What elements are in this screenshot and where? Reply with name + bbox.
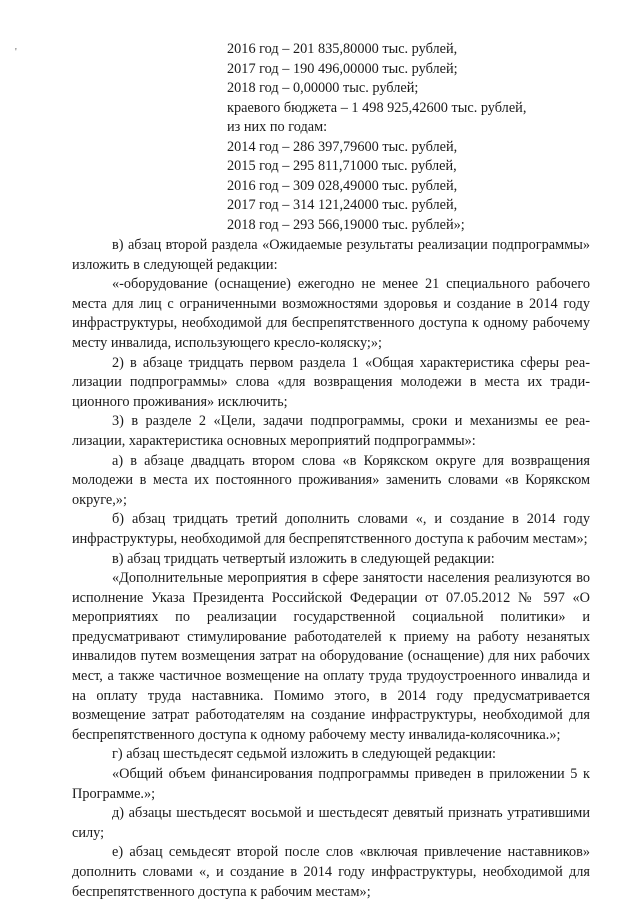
amount-line-2018: 2018 год – 0,00000 тыс. рублей; [227, 80, 419, 96]
amount-line-2016: 2016 год – 201 835,80000 тыс. рублей, [227, 41, 458, 57]
regional-line-2016: 2016 год – 309 028,49000 тыс. рублей, [227, 177, 458, 194]
paragraph-item-3b: б) абзац тридцать третий дополнить словами «, и создание в 2014 году инфраструктуры, необходимой для беспрепятственного доступа к рабочим местам»; [72, 511, 590, 547]
regional-line-2014: 2014 год – 286 397,79600 тыс. рублей, [227, 138, 458, 155]
funding-amounts-block [227, 40, 597, 235]
regional-line-2015: 2015 год – 295 811,71000 тыс. рублей, [227, 158, 457, 174]
regional-line-2017: 2017 год – 314 121,24000 тыс. рублей, [227, 197, 458, 213]
amendments-text [72, 236, 590, 902]
paragraph-additional-measures-quote: «Дополнительные мероприятия в сфере занятости населения реализуются во исполнение Указа Президента Российской Федерации от 07.05.2012 № 597 «О мероприятиях по реализации государственной социальной политики» и предусматривают стимулирование работодателей к приему на работу незанятых инвалидов путем возмещения затрат на оборудование (оснащение) для них рабочих мест, а также частичное возмещение на оплату труда трудоустроенного инвалида и на оплату труда наставника. Помимо этого, в 2014 году предусматривается возмещение затрат работодателям на создание инфраструктуры, необходимой для беспрепятственного доступа к одному рабочему месту инвалида-колясочника.»; [72, 570, 590, 743]
paragraph-financing-quote: «Общий объем финансирования подпрограммы приведен в приложении 5 к Программе.»; [72, 766, 590, 802]
amount-line-2017: 2017 год – 190 496,00000 тыс. рублей; [227, 60, 458, 77]
paragraph-item-2: 2) в абзаце тридцать первом раздела 1 «Общая характеристика сферы реализации подпрограммы» слова «для возвращения молодежи в места их традиционного проживания» исключить; [72, 354, 590, 410]
paragraph-item-3: 3) в разделе 2 «Цели, задачи подпрограммы, сроки и механизмы ее реализации, характеристика основных мероприятий подпрограммы»: [72, 413, 590, 449]
paragraph-equipment-quote: «-оборудование (оснащение) ежегодно не менее 21 специального рабочего места для лиц с ограниченными возможностями здоровья и создание в 2014 году инфраструктуры, необходимой для беспрепятственного доступа к одному рабочему месту инвалида, использующего кресло-коляску;»; [72, 276, 590, 351]
regional-budget-line: краевого бюджета – 1 498 925,42600 тыс. рублей, [227, 99, 527, 116]
paragraph-item-3g: г) абзац шестьдесят седьмой изложить в следующей редакции: [112, 746, 497, 763]
regional-line-2018: 2018 год – 293 566,19000 тыс. рублей»; [227, 216, 465, 233]
paragraph-expected-results: в) абзац второй раздела «Ожидаемые результаты реализации подпрограммы» изложить в следующей редакции: [72, 237, 590, 273]
scan-mark: ' [15, 47, 17, 58]
paragraph-item-3v: в) абзац тридцать четвертый изложить в следующей редакции: [112, 550, 495, 567]
paragraph-item-3a: а) в абзаце двадцать втором слова «в Корякском округе для возвращения молодежи в места их постоянного проживания» заменить словами «в Корякском округе,»; [72, 452, 590, 508]
by-year-subheading: из них по годам: [227, 119, 328, 135]
paragraph-item-3e: е) абзац семьдесят второй после слов «включая привлечение наставников» дополнить словами «, и создание в 2014 году инфраструктуры, необходимой для беспрепятственного доступа к рабочим местам»; [72, 844, 590, 900]
paragraph-item-3d: д) абзацы шестьдесят восьмой и шестьдесят девятый признать утратившими силу; [72, 805, 590, 841]
